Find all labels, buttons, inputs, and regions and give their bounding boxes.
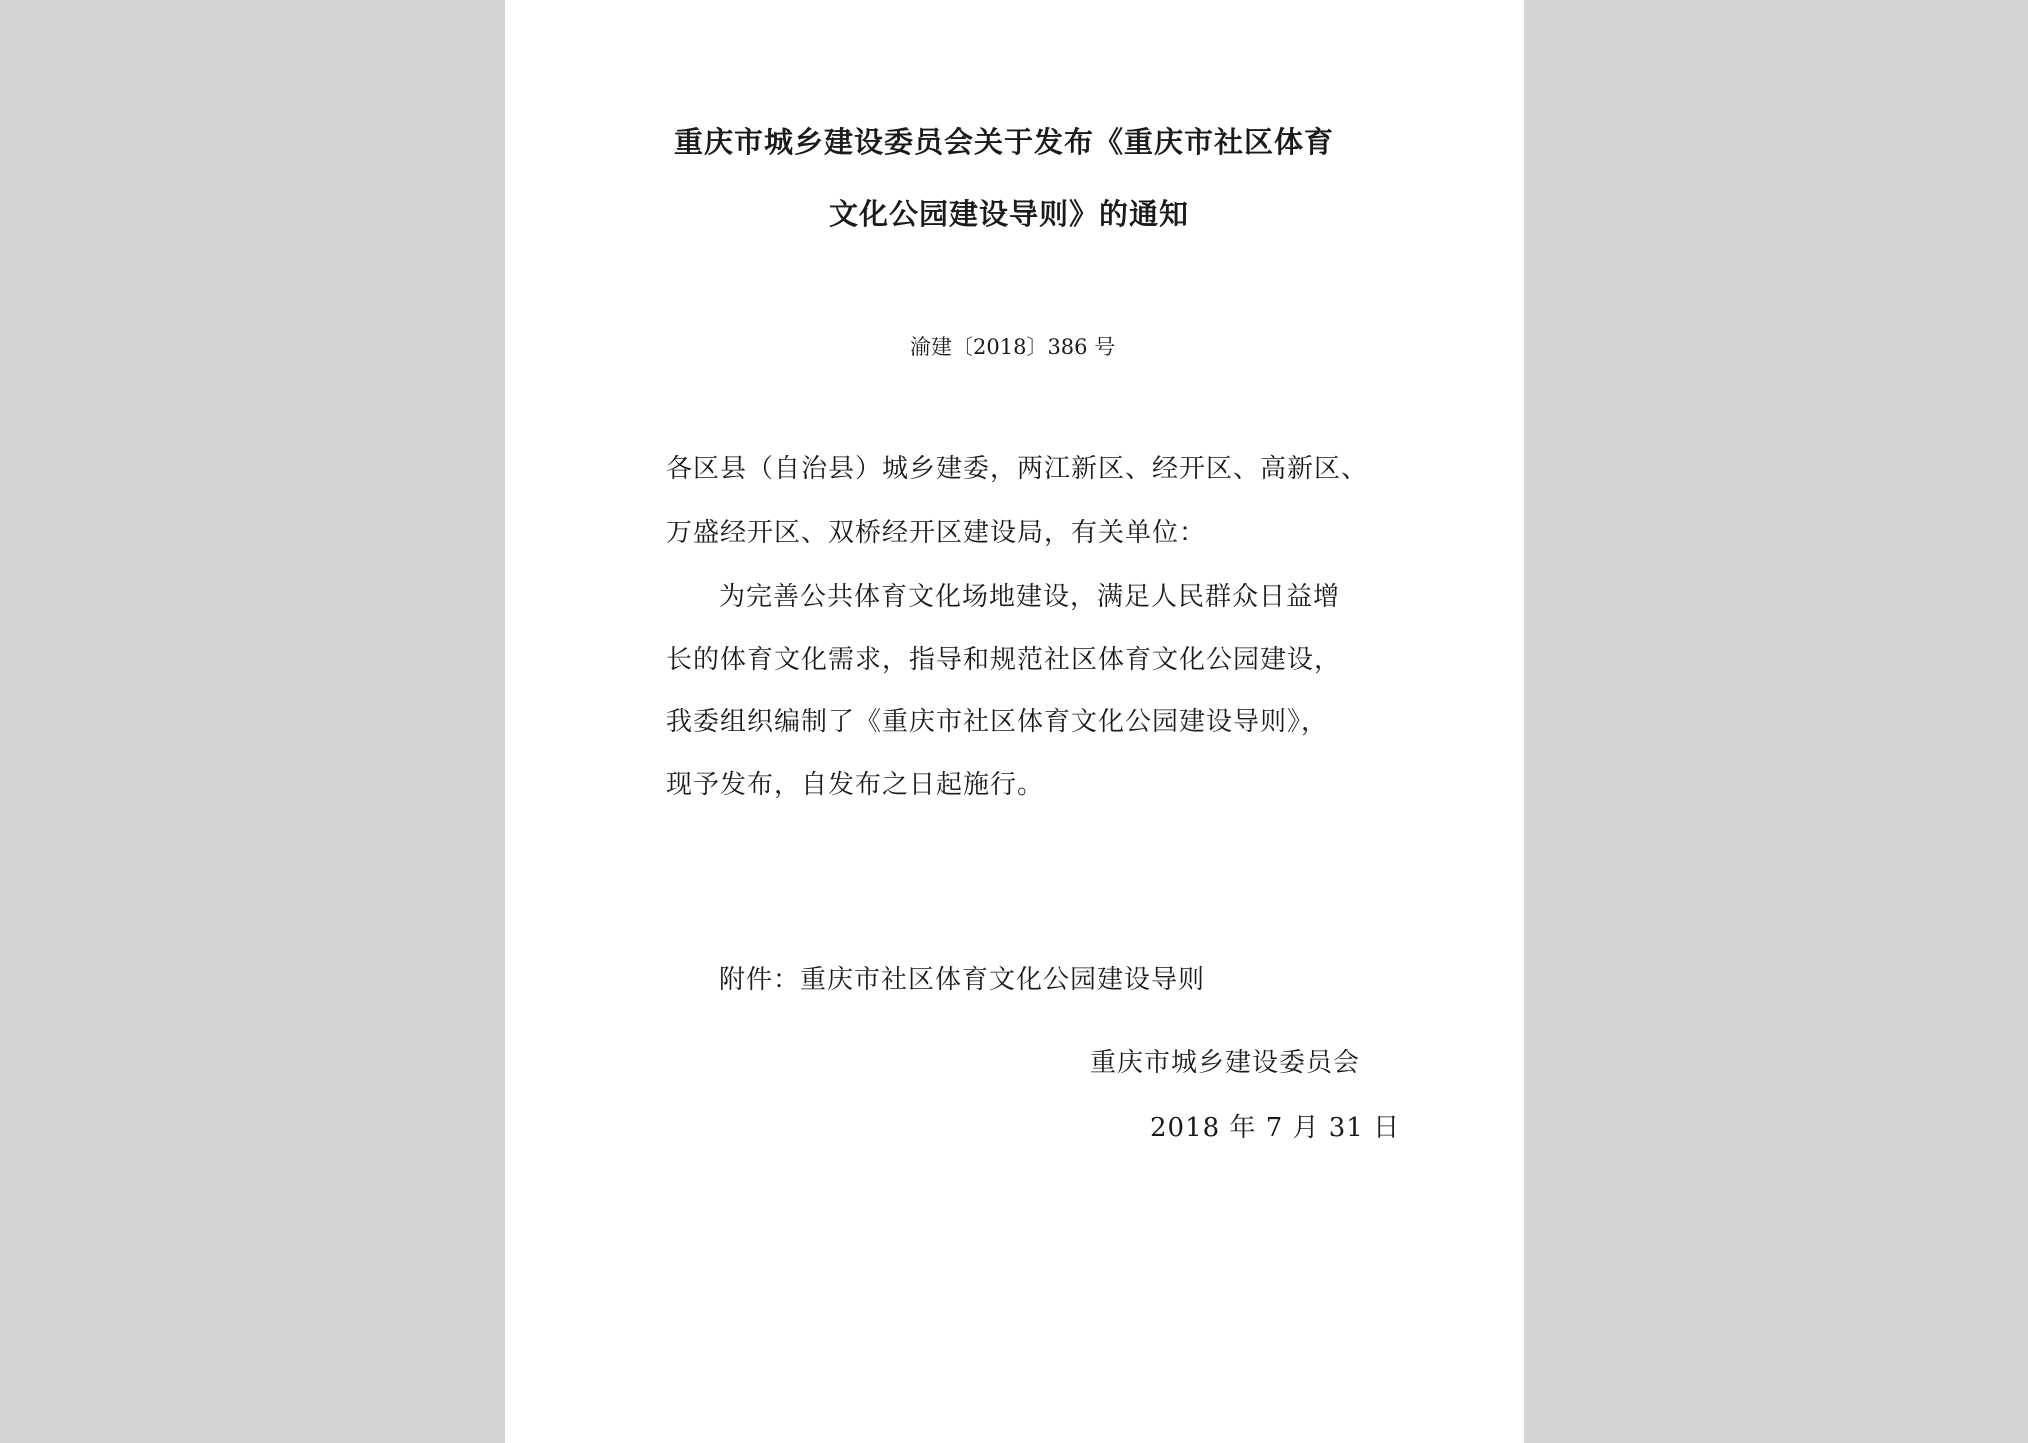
document-title-line-2: 文化公园建设导则》的通知 — [829, 197, 1190, 231]
addressee-line-1: 各区县（自治县）城乡建委，两江新区、经开区、高新区、 — [666, 454, 1369, 484]
issuer-name: 重庆市城乡建设委员会 — [1090, 1048, 1361, 1078]
body-line-1: 为完善公共体育文化场地建设，满足人民群众日益增 — [719, 582, 1341, 612]
addressee-line-2: 万盛经开区、双桥经开区建设局，有关单位： — [666, 518, 1207, 548]
attachment-note: 附件：重庆市社区体育文化公园建设导则 — [719, 965, 1206, 995]
body-line-2: 长的体育文化需求，指导和规范社区体育文化公园建设， — [666, 645, 1342, 675]
document-page — [505, 0, 1524, 1443]
document-number: 渝建〔2018〕386 号 — [910, 335, 1116, 359]
body-line-3: 我委组织编制了《重庆市社区体育文化公园建设导则》， — [666, 707, 1329, 737]
body-line-4: 现予发布，自发布之日起施行。 — [666, 770, 1045, 800]
document-title-line-1: 重庆市城乡建设委员会关于发布《重庆市社区体育 — [674, 125, 1335, 159]
issue-date: 2018 年 7 月 31 日 — [1150, 1113, 1401, 1143]
